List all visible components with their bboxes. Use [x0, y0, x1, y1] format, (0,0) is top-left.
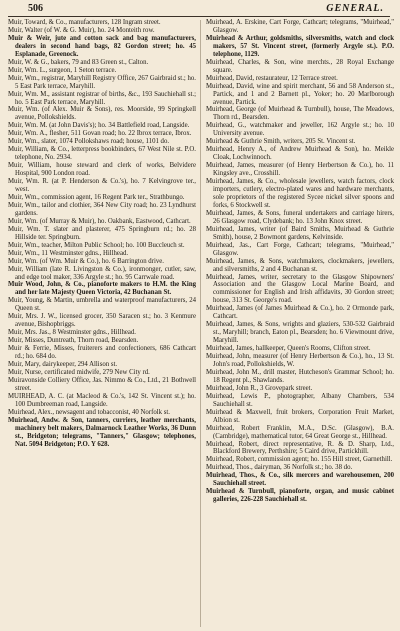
right-column [206, 19, 394, 504]
directory-entry: Muir, W. & G., bakers, 79 and 83 Green st., Calton. [8, 58, 149, 66]
directory-entry: Muir, Wm. A., flesher, 511 Govan road; ho. 22 Ibrox terrace, Ibrox. [8, 130, 192, 138]
directory-entry: Muir, Wm. T. slater and plasterer, 475 Springburn rd.; ho. 28 Hillside ter. Springburn. [8, 225, 196, 241]
directory-entry: Muir, Wm. (of Wm. Muir & Co.), ho. 6 Barrington drive. [8, 257, 164, 265]
directory-entry: Muirhead, James, writer, secretary to the Glasgow Shipowners' Association and the Glasgow Local Marine Board, and commissioner for English and Irish affidavits, 30 Gordon street; house, 313 St. George's road. [206, 273, 394, 305]
directory-entry: Muirhead, James (of James Muirhead & Co.), ho. 2 Ormonde park, Cathcart. [206, 305, 394, 321]
directory-entry: Muir, Wm. (of Alex. Muir & Sons), res. Moorside, 99 Springkell avenue, Pollokshields. [8, 106, 196, 122]
directory-entry: Muir, Wm. M. (at John Davis's); ho. 34 Battlefield road, Langside. [8, 122, 190, 130]
directory-entry: Muir, Wm., slater, 1074 Pollokshaws road; house, 1101 do. [8, 138, 170, 146]
directory-entry: Muir, William, house steward and clerk of works, Belvidere Hospital, 900 London road. [8, 162, 196, 178]
directory-entry: Muir, Wm., commission agent, 16 Regent Park ter., Strathbungo. [8, 193, 185, 201]
directory-entry: Muir, Wm. (of Murray & Muir), ho. Oakbank, Eastwood, Cathcart. [8, 217, 191, 225]
directory-entry: Muir, Wm., tailor and clothier, 364 New City road; ho. 23 Lyndhurst gardens. [8, 201, 196, 217]
directory-entry: Muir, Mary, dairykeeper, 294 Allison st. [8, 360, 118, 368]
directory-entry: Muirhead, James, hallkeeper, Queen's Rooms, Clifton street. [206, 345, 371, 353]
directory-entry: Muirhead, James, measurer (of Henry Herbertson & Co.), ho. 11 Kingsley ave., Crosshill. [206, 162, 394, 178]
directory-entry: Muir, Misses, Duntreath, Thorn road, Bearsden. [8, 337, 139, 345]
directory-entry: Muirhead, James, & Sons, funeral undertakers and carriage hirers, 26 Glasgow road, Clydebank; ho. 13 John Knox street. [206, 209, 394, 225]
directory-entry: Muirhead, John R., 3 Grovepark street. [206, 384, 313, 392]
directory-entry: Muir, Wm. M., assistant registrar of births, &c., 193 Sauchiehall st.; ho. 5 East Park terrace, Maryhill. [8, 90, 196, 106]
directory-entry: Muir, Mrs. J. W., licensed grocer, 350 Saracen st.; ho. 3 Kenmure avenue, Bishopbriggs. [8, 313, 196, 329]
left-column [8, 19, 196, 448]
section-title: GENERAL. [326, 3, 384, 14]
directory-entry: Muirhead, Alex., newsagent and tobacconist, 40 Norfolk st. [8, 408, 170, 416]
directory-entry: Muir, Walter (of W. & G. Muir), ho. 24 Monteith row. [8, 26, 155, 34]
directory-entry: Muirhead & Guthrie Smith, writers, 205 St. Vincent st. [206, 138, 356, 146]
directory-entry: Muir, Young, & Martin, umbrella and waterproof manufacturers, 24 Queen st. [8, 297, 196, 313]
directory-entry: Muirhead, James, & Sons, wrights and glaziers, 530-532 Gairbraid st., Maryhill; branch, Eaton pl., Bearsden; ho. 6 Viewmount drive, Maryhill. [206, 321, 394, 345]
directory-entry: Muirhead, Henry A., of Andrew Muirhead & Son), ho. Meikle Cloak, Lochwinnoch. [206, 146, 394, 162]
directory-entry: Muir, Wm., teacher, Milton Public School; ho. 100 Buccleuch st. [8, 241, 185, 249]
directory-entry: Muirhead, G., watchmaker and jeweller, 162 Argyle st.; ho. 10 University avenue. [206, 122, 394, 138]
directory-entry: Muir, Wm. L., surgeon, 1 Seton terrace. [8, 66, 117, 74]
directory-entry: Muir, Toward, & Co., manufacturers, 128 Ingram street. [8, 19, 161, 26]
directory-entry: Muirhead, Robert, direct representative, R. & D. Sharp, Ltd., Blackford Brewery, Perthshire; 5 Caird drive, Partickhill. [206, 440, 394, 456]
page-header [8, 3, 390, 15]
page-number: 506 [28, 3, 43, 14]
directory-entry: Muirhead, Robert, commission agent; ho. 155 Hill street, Garnethill. [206, 456, 393, 464]
directory-entry: Muir, Nurse, certificated midwife, 279 New City rd. [8, 368, 150, 376]
directory-entry: Muir, Wm., 11 Westminster gdns., Hillhead. [8, 249, 129, 257]
directory-entry: Muirhead, Andw. & Son, tanners, curriers, leather merchants, machinery belt makers, Dalmarnock Leather Works, 36 Dunn st., Bridgeton; telegrams, "Tanners," Glasgow; telephones, Nat. 5094 Bridgeton; P.O. Y 628. [8, 416, 196, 448]
directory-entry: MUIRHEAD, A. C. (at Macleod & Co.'s, 142 St. Vincent st.); ho. 100 Dumbreeman road, Langside. [8, 392, 196, 408]
directory-entry: Muirhead, Lewis P., photographer, Albany Chambers, 534 Sauchiehall st. [206, 392, 394, 408]
directory-entry: Muirhead, Thos., & Co., silk mercers and warehousemen, 200 Sauchiehall street. [206, 472, 394, 488]
directory-entry: Muirhead, James, & Sons, watchmakers, clockmakers, jewellers, and silversmiths, 2 and 4 Buchanan st. [206, 257, 394, 273]
directory-entry: Muirhead, John, measurer (of Henry Herbertson & Co.), ho., 13 St. John's road, Pollokshields, W. [206, 353, 394, 368]
header-rule [8, 16, 390, 17]
directory-entry: Muirhead & Maxwell, fruit brokers, Corporation Fruit Market, Albion st. [206, 408, 394, 424]
directory-entry: Muir, William (late R. Livingston & Co.), ironmonger, cutler, saw, and edge tool maker, 336 Argyle st.; ho. 95 Carrwale road. [8, 265, 196, 281]
directory-entry: Muirhead, Robert Franklin, M.A., D.Sc. (Glasgow), B.A. (Cambridge), mathematical tutor, 64 Great George st., Hillhead. [206, 424, 394, 440]
directory-entry: Muirhead, Thos., dairyman, 36 Norfolk st.; ho. 38 do. [206, 464, 353, 472]
directory-entry: Muirhead, James, & Co., wholesale jewellers, watch factors, clock importers, cutlery, electro-plated wares and hardware merchants, sole proprietors of the registered Sycee nickel silver spoons and forks, 6 Stockwell st. [206, 178, 394, 209]
directory-entry: Muirhead & Turnbull, pianoforte, organ, and music cabinet galleries, 226-228 Sauchiehall st. [206, 488, 394, 504]
directory-entry: Muirhead, David, restaurateur, 12 Terrace street. [206, 74, 338, 82]
directory-entry: Muir, Mrs. Jas., 8 Westminster gdns., Hillhead. [8, 329, 136, 337]
directory-entry: Muirhead, A. Erskine, Cart Forge, Cathcart; telegrams, "Muirhead," Glasgow. [206, 19, 394, 34]
directory-entry: Muirhead, James, writer (of Baird Smiths, Muirhead & Guthrie Smith), house, 2 Bowmont gardens, Kelvinside. [206, 225, 394, 241]
directory-entry: Muiravonside Colliery Office, Jas. Nimmo & Co., Ltd., 21 Bothwell street. [8, 376, 196, 392]
column-divider [200, 20, 201, 627]
directory-entry: Muir Wood, John, & Co., pianoforte makers to H.M. the King and her late Majesty Queen Victoria, 42 Buchanan St. [8, 281, 196, 297]
directory-entry: Muir & Weir, jute and cotton sack and bag manufacturers, dealers in second hand bags, 82 Gordon street; ho. 45 Esplanade, Greenock. [8, 34, 196, 58]
directory-entry: Muirhead & Arthur, goldsmiths, silversmiths, watch and clock makers, 57 St. Vincent street, (formerly Argyle st.). P.O. telephone, 1129. [206, 34, 394, 58]
directory-entry: Muirhead, John M., drill master, Hutcheson's Grammar School; ho. 18 Regent pl., Shawlands. [206, 368, 394, 384]
directory-entry: Muir, William, & Co., letterpress bookbinders, 67 West Nile st. P.O. telephone, No. 2934. [8, 146, 196, 162]
directory-entry: Muirhead, Charles, & Son, wine merchts., 28 Royal Exchange square. [206, 58, 394, 74]
directory-entry: Muir & Ferrie, Misses, fruiterers and confectioners, 686 Cathcart rd.; ho. 684 do. [8, 345, 196, 361]
directory-entry: Muir, Wm., registrar, Maryhill Registry Office, 267 Gairbraid st.; ho. 5 East Park terrace, Maryhill. [8, 74, 196, 90]
directory-entry: Muirhead, George (of Muirhead & Turnbull), house, The Meadows, Thorn rd., Bearsden. [206, 106, 394, 122]
directory-entry: Muirhead, David, wine and spirit merchant, 56 and 58 Anderson st., Partick, and 1 and 2 Barnett pl., Yoker; ho. 20 Marlborough avenue, Partick. [206, 82, 394, 106]
directory-entry: Muir, Wm. R. (at P. Henderson & Co.'s), ho. 7 Kelvingrove ter., west. [8, 178, 196, 194]
directory-entry: Muirhead, Jas., Cart Forge, Cathcart; telegrams, "Muirhead," Glasgow. [206, 241, 394, 257]
